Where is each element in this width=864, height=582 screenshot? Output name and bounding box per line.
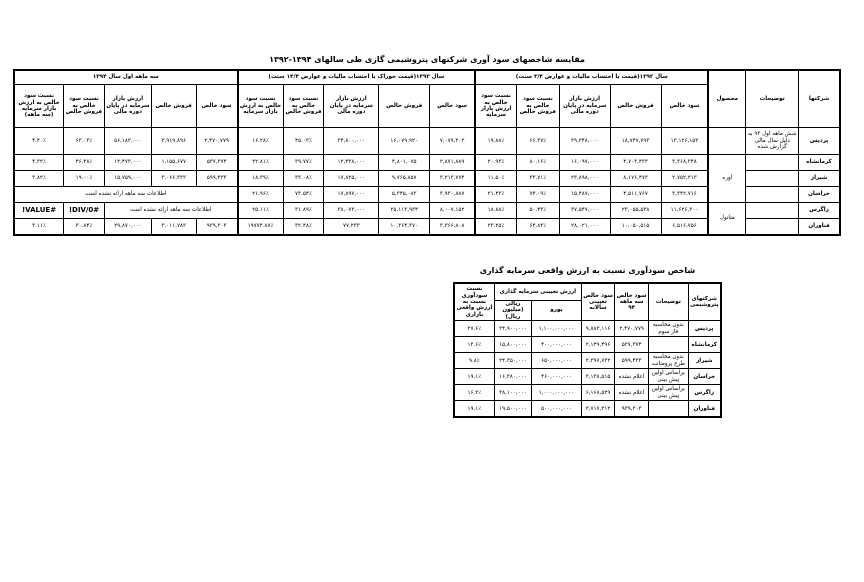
value-cell: ۵,۳۴۵,۰۸۳: [379, 187, 430, 203]
period-1393-header: سال ۱۳۹۳(قیمت خوراک با احتساب مالیات و عوارض ۱۴/۴ سنت): [238, 70, 476, 85]
value-cell: ۳۹,۳۴۸,۰۰۰: [559, 128, 610, 155]
value-cell: ۳.۱۱٪: [14, 219, 64, 236]
value-cell: ۴۶.۴۸٪: [64, 155, 105, 171]
value-cell: ۱۸.۳۹٪: [238, 171, 283, 187]
value-cell: ۳,۱۳۸,۵۱۵: [581, 369, 614, 385]
value-cell: ۹.۸٪: [454, 353, 494, 369]
value-cell: ۲۵.۱۱٪: [238, 203, 283, 219]
desc-cell: [746, 203, 799, 219]
value-cell: ۲۲.۸۱٪: [238, 155, 283, 171]
desc-cell: براساس اولین پیش بینی: [649, 385, 689, 401]
value-cell: ۳,۳۶۶,۸۰۸: [430, 219, 475, 236]
value-cell: ۱۲,۴۷۳,۰۰۰: [104, 155, 151, 171]
value-cell: ۴۵.۰۳٪: [283, 128, 324, 155]
desc-cell: بدون محاسبه فاز سوم: [649, 321, 689, 337]
value-cell: ۱۹.۰۰٪: [64, 171, 105, 187]
table-row: [454, 385, 721, 401]
note-cell: اطلاعات سه ماهه ارائه نشده است: [14, 187, 238, 203]
value-cell: ۴,۷۰۳,۴۳۳: [610, 155, 661, 171]
value-cell: ۶۴.۸۴٪: [516, 219, 559, 236]
desc-cell: [649, 401, 689, 418]
value-cell: ۱۱.۵۰٪: [475, 171, 516, 187]
period-1392-header: سال ۱۳۹۲(قیمت با احتساب مالیات و عوارض ۳/۴ سنت): [475, 70, 708, 85]
section-title: شاخص سودآوری نسبت به ارزش واقعی سرمایه گذاری: [479, 266, 696, 275]
value-cell: ۲۸,۰۲۱,۰۰۰: [559, 219, 610, 236]
page-title: مقایسه شاخصهای سود آوری شرکتهای پتروشیمی گازی طی سالهای ۱۳۹۴-۱۳۹۲: [269, 55, 585, 64]
value-cell: ۱۶,۳۸۰,۰۰۰: [494, 369, 531, 385]
value-cell: ۶۵۰,۰۰۰,۰۰۰: [532, 353, 582, 369]
value-cell: ۱۳,۱۲۶,۱۵۳: [661, 128, 708, 155]
value-cell: ۳۳.۷۱٪: [516, 171, 559, 187]
value-cell: ۱۹.۸۸٪: [475, 128, 516, 155]
product-cell: [708, 128, 745, 155]
value-cell: ۳,۹۱۹,۸۹۶: [151, 128, 196, 155]
value-cell: ۹,۸۸۳,۱۱۶: [581, 321, 614, 337]
sub-header: سود خالص: [430, 85, 475, 128]
desc-cell: بدون محاسبه طرح پرومتانت: [649, 353, 689, 369]
value-cell: ۳,۹۳۰,۸۸۷: [430, 187, 475, 203]
value-cell: ۹۳۹,۳۰۳: [196, 219, 237, 236]
value-cell: ۳,۰۶۶,۳۳۳: [151, 171, 196, 187]
value-cell: ۲۵,۱۱۳,۹۳۴: [379, 203, 430, 219]
value-cell: ۲,۱۴۹,۴۹۶: [581, 337, 614, 353]
col-netyear: سود خالص تعیینی سالانه: [581, 283, 614, 321]
value-cell: ۷۷,۲۳۳: [324, 219, 379, 236]
company-cell: پردیس: [799, 128, 840, 155]
value-cell: ۳۳.۰۸٪: [283, 171, 324, 187]
table-row: [14, 155, 840, 171]
value-cell: ۵۹۹,۴۳۳: [196, 171, 237, 187]
value-cell: ۱,۱۰۰,۰۰۰,۰۰۰: [532, 321, 582, 337]
value-cell: ۲,۸۷۱,۸۸۹: [430, 155, 475, 171]
note-cell: اطلاعات سه ماهه ارائه نشده است: [104, 203, 237, 219]
sub-rial: ریالی (میلیون ریال): [494, 301, 531, 321]
value-cell: ۳۸,۱۰۰,۰۰۰: [494, 385, 531, 401]
value-cell: ۹۳۹,۳۰۳: [615, 401, 649, 418]
value-cell: ۱۸,۷۴۷,۷۹۳: [610, 128, 661, 155]
company-cell: خراسان: [688, 369, 721, 385]
desc-cell: [746, 187, 799, 203]
sub-header: ارزش بازار سرمایه در پایان دوره مالی: [559, 85, 610, 128]
value-cell: ۱۰,۳۶۴,۳۷۰: [379, 219, 430, 236]
sub-header: نسبت سود خالص به فروش خالص: [64, 85, 105, 128]
table-row: [454, 337, 721, 353]
value-cell: ۱۵,۷۵۹,۰۰۰: [104, 171, 151, 187]
company-cell: خراسان: [799, 187, 840, 203]
value-cell: ۴۶۰,۰۰۰,۰۰۰: [532, 369, 582, 385]
value-cell: ۱۶,۰۹۷,۰۰۰: [559, 155, 610, 171]
value-cell: ۶۳.۰۳٪: [64, 128, 105, 155]
value-cell: ۱۶.۲۸٪: [238, 128, 283, 155]
value-cell: ۳,۳۶۸,۳۴۸: [661, 155, 708, 171]
value-cell: ۲,۴۷۰,۷۷۹: [196, 128, 237, 155]
value-cell: ۵۳۷,۳۷۴: [615, 337, 649, 353]
sub-header: فروش خالص: [151, 85, 196, 128]
col-net3: سود خالص سه ماهه ۹۴: [615, 283, 649, 321]
desc-cell: [746, 171, 799, 187]
value-cell: ۱۲,۴۳۸,۰۰۰: [324, 155, 379, 171]
value-cell: ۷۴.۰۹٪: [516, 187, 559, 203]
sub-header: نسبت سود خالص به فروش خالص: [516, 85, 559, 128]
col-company: شرکتها: [799, 70, 840, 128]
period-1394-header: سه ماهه اول سال ۱۳۹۴: [14, 70, 238, 85]
value-cell: ۲۴,۳۵۰,۰۰۰: [494, 353, 531, 369]
desc-cell: [746, 219, 799, 236]
value-cell: ۱۱,۶۲۶,۳۰۰: [661, 203, 708, 219]
col-product: محصول: [708, 70, 745, 128]
value-cell: ۱۵,۸۰۰,۰۰۰: [494, 337, 531, 353]
value-cell: ۱۸.۸۸٪: [475, 203, 516, 219]
value-cell: ۴.۳۲٪: [14, 155, 64, 171]
table-row: [14, 203, 840, 219]
value-cell: ۲۳,۰۵۵,۵۳۸: [610, 203, 661, 219]
value-cell: ۳۹.۷۷٪: [283, 155, 324, 171]
value-cell: ۲۳,۸۹۸,۰۰۰: [559, 171, 610, 187]
value-cell: ۷,۰۷۹,۳۰۳: [430, 128, 475, 155]
value-cell: ۶۶.۳۷٪: [516, 128, 559, 155]
value-cell: ۳۴,۹۰۰,۰۰۰: [494, 321, 531, 337]
sub-header: ارزش بازار سرمایه در پایان دوره مالی: [324, 85, 379, 128]
value-cell: ۱۰,۰۵۰,۵۱۵: [610, 219, 661, 236]
col-desc: توضیحات: [649, 283, 689, 321]
desc-cell: [746, 155, 799, 171]
value-cell: ۲,۴۷۰,۷۷۹: [615, 321, 649, 337]
value-cell: ۱۳.۶٪: [454, 337, 494, 353]
sub-header: فروش خالص: [379, 85, 430, 128]
sub-header: فروش خالص: [610, 85, 661, 128]
sub-header: سود خالص: [661, 85, 708, 128]
company-cell: زاگرس: [799, 203, 840, 219]
table-row: [454, 401, 721, 418]
value-cell: ۵۰.۴۳٪: [516, 203, 559, 219]
value-cell: ۶,۵۱۶,۷۵۶: [661, 219, 708, 236]
value-cell: ۸۰.۱۶٪: [516, 155, 559, 171]
value-cell: ۳۷,۵۴۷,۰۰۰: [559, 203, 610, 219]
value-cell: ۱۷,۸۲۵,۰۰۰: [324, 171, 379, 187]
desc-cell: براساس اولین پیش بینی: [649, 369, 689, 385]
value-cell: ۵۶,۱۸۳,۰۰۰: [104, 128, 151, 155]
company-cell: زاگرس: [688, 385, 721, 401]
product-cell: اوره: [708, 155, 745, 203]
value-cell: ۲۷.۶٪: [454, 321, 494, 337]
sub-header: نسبت سود خالص به ارزش بازار سرمایه: [475, 85, 516, 128]
table-row: [14, 128, 840, 155]
table-row: [454, 353, 721, 369]
error-cell: #DIV/0!: [64, 203, 105, 219]
value-cell: ۴۰۰,۰۰۰,۰۰۰: [532, 337, 582, 353]
value-cell: اعلام نشده: [615, 385, 649, 401]
value-cell: ۳,۰۱۱,۷۸۳: [151, 219, 196, 236]
value-cell: ۳.۸۲٪: [14, 171, 64, 187]
desc-cell: [649, 337, 689, 353]
value-cell: ۵۰۰,۰۰۰,۰۰۰: [532, 401, 582, 418]
value-cell: ۱۷,۸۹۷,۰۰۰: [324, 187, 379, 203]
col-invest: ارزش تعیینی سرمایه گذاری: [494, 283, 581, 301]
error-cell: #VALUE!: [14, 203, 64, 219]
value-cell: ۶,۱۶۸,۵۲۹: [581, 385, 614, 401]
value-cell: ۵۹۹,۴۳۳: [615, 353, 649, 369]
sub-header: سود خالص: [196, 85, 237, 128]
sub-header: نسبت سود خالص به ارزش بازار سرمایه (سه ماهه): [14, 85, 64, 128]
value-cell: ۱۶,۰۷۹,۹۲۰: [379, 128, 430, 155]
col-desc: توضیحات: [746, 70, 799, 128]
value-cell: ۸,۰۰۷,۱۵۲: [430, 203, 475, 219]
value-cell: ۳۴,۸۰۰,۰۰۰: [324, 128, 379, 155]
col-ratio: نسبت سودآوری نسبت به ارزش واقعی بازاری: [454, 283, 494, 321]
company-cell: شیراز: [799, 171, 840, 187]
value-cell: ۱,۱۵۵,۶۷۷: [151, 155, 196, 171]
value-cell: ۴,۵۱۱,۷۶۷: [610, 187, 661, 203]
value-cell: ۲۹,۸۷۰,۰۰۰: [104, 219, 151, 236]
value-cell: ۳۰.۸۴٪: [64, 219, 105, 236]
col-company: شرکتهای پتروشیمی: [688, 283, 721, 321]
value-cell: ۲,۷۵۲,۲۱۳: [661, 171, 708, 187]
value-cell: ۳,۲۱۳,۷۷۴: [430, 171, 475, 187]
value-cell: ۱۹۷۷۴.۸۷٪: [238, 219, 283, 236]
company-cell: کرمانشاه: [688, 337, 721, 353]
value-cell: ۲۰.۹۳٪: [475, 155, 516, 171]
profitability-table: [13, 69, 841, 236]
sub-header: ارزش بازار سرمایه در پایان دوره مالی: [104, 85, 151, 128]
value-cell: ۱۵,۴۸۷,۰۰۰: [559, 187, 610, 203]
value-cell: ۹,۷۶۵,۸۵۷: [379, 171, 430, 187]
value-cell: ۲۳.۲۵٪: [475, 219, 516, 236]
value-cell: ۴.۴۰٪: [14, 128, 64, 155]
sub-header: نسبت سود خالص به ارزش بازار سرمایه: [238, 85, 283, 128]
value-cell: ۱۹.۱٪: [454, 401, 494, 418]
sub-header: نسبت سود خالص به فروش خالص: [283, 85, 324, 128]
value-cell: ۱,۰۰۰,۰۰۰,۰۰۰: [532, 385, 582, 401]
value-cell: ۳۲.۴۸٪: [283, 219, 324, 236]
product-cell: متانول: [708, 203, 745, 236]
value-cell: اعلام نشده: [615, 369, 649, 385]
value-cell: ۳۸,۰۷۳,۰۰۰: [324, 203, 379, 219]
company-cell: شیراز: [688, 353, 721, 369]
desc-cell: شش ماهه اول ۹۳ به دلیل سال مالی گزارش شده: [746, 128, 799, 155]
company-cell: فناوران: [688, 401, 721, 418]
table-row: [454, 321, 721, 337]
value-cell: ۱۹.۱٪: [454, 369, 494, 385]
company-cell: کرمانشاه: [799, 155, 840, 171]
value-cell: ۱۹,۵۰۰,۰۰۰: [494, 401, 531, 418]
value-cell: ۱۶.۲٪: [454, 385, 494, 401]
company-cell: فناوران: [799, 219, 840, 236]
value-cell: ۳۱.۸۹٪: [283, 203, 324, 219]
value-cell: ۳,۷۱۷,۲۱۲: [581, 401, 614, 418]
value-cell: ۳,۳۴۲,۷۱۶: [661, 187, 708, 203]
value-cell: ۲۱.۴۳٪: [475, 187, 516, 203]
value-cell: ۷۳.۵۴٪: [283, 187, 324, 203]
value-cell: ۸,۱۷۶,۴۷۳: [610, 171, 661, 187]
value-cell: ۲۱.۹۶٪: [238, 187, 283, 203]
value-cell: ۴,۸۰۱,۰۷۵: [379, 155, 430, 171]
sub-euro: یورو: [532, 301, 582, 321]
value-cell: ۵۳۷,۳۷۴: [196, 155, 237, 171]
company-cell: پردیس: [688, 321, 721, 337]
real-value-table: [453, 282, 722, 418]
table-row: [454, 369, 721, 385]
value-cell: ۲,۳۹۷,۷۳۲: [581, 353, 614, 369]
